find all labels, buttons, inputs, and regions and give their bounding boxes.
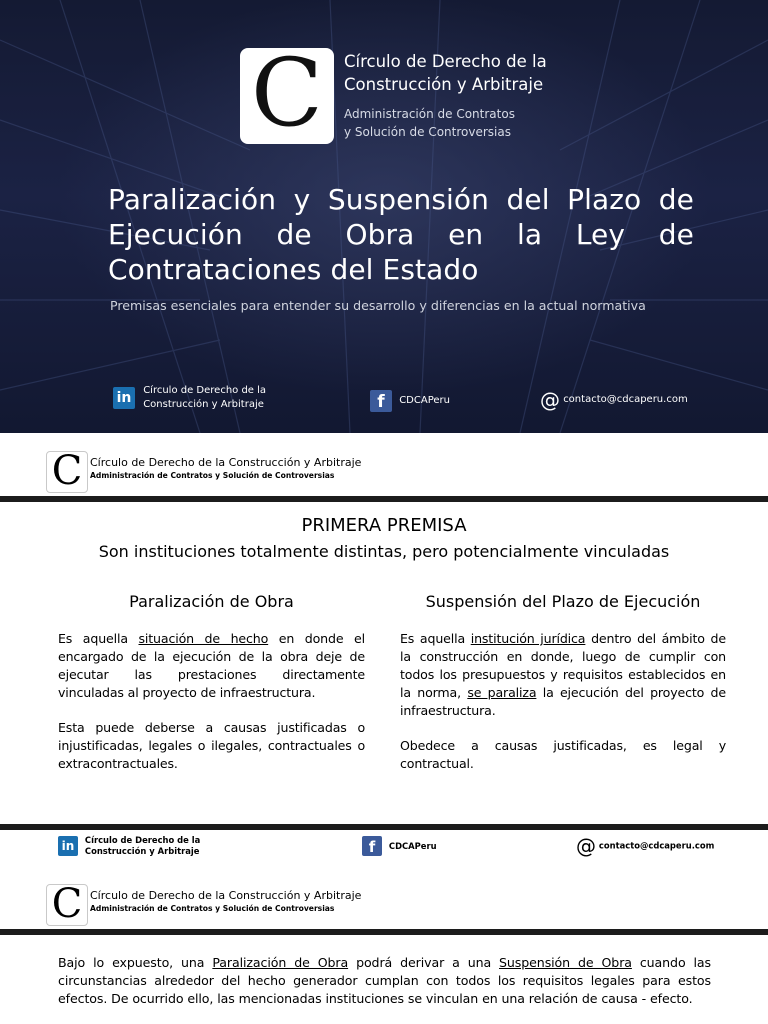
at-icon: @ <box>540 388 560 412</box>
organization-tagline: Administración de Contratos y Solución de Controversias <box>344 107 515 139</box>
footer-linkedin-link[interactable]: in Círculo de Derecho de la Construcción y Arbitraje <box>58 835 200 857</box>
right-paragraph-2: Obedece a causas justificadas, es legal y contractual. <box>400 738 726 771</box>
right-paragraph-1: Es aquella institución jurídica dentro del ámbito de la construcción en donde, luego de cumplir con todos los presupuestos y requisitos establecidos en la norma, se paraliza la ejecución del proyecto de infraestructura. <box>400 631 726 718</box>
footer-email-link[interactable]: @ contacto@cdcaperu.com <box>576 834 715 858</box>
closing-paragraph: Bajo lo expuesto, una Paralización de Obra podrá derivar a una Suspensión de Obra cuando las circunstancias alrededor del hecho generador cumplan con todos los requisitos legales para estos efectos. De ocurrido ello, las mencionadas instituciones se vinculan en una relación de causa - efecto. <box>58 955 711 1006</box>
divider-bar <box>0 824 768 830</box>
divider-bar <box>0 496 768 502</box>
facebook-link[interactable]: f CDCAPeru <box>370 390 450 412</box>
premise-subtitle: Son instituciones totalmente distintas, pero potencialmente vinculadas <box>98 542 670 561</box>
facebook-icon: f <box>362 836 382 856</box>
page-header <box>0 866 768 936</box>
logo-letter: C <box>251 39 323 148</box>
header-title: Círculo de Derecho de la Construcción y Arbitraje <box>90 456 362 469</box>
divider-bar <box>0 929 768 935</box>
cover-subtitle: Premisas esenciales para entender su desarrollo y diferencias en la actual normativa <box>110 298 646 313</box>
header-title: Círculo de Derecho de la Construcción y Arbitraje <box>90 889 362 902</box>
left-paragraph-2: Esta puede deberse a causas justificadas o injustificadas, legales o ilegales, contractuales o extracontractuales. <box>58 720 365 771</box>
premise-title: PRIMERA PREMISA <box>301 515 467 536</box>
left-column-text <box>58 630 365 790</box>
linkedin-icon: in <box>113 387 135 409</box>
linkedin-link[interactable]: in Círculo de Derecho de la Construcción y Arbitraje <box>113 384 266 412</box>
header-subtitle: Administración de Contratos y Solución de Controversias <box>90 904 335 913</box>
cover-logo <box>240 39 334 148</box>
footer-facebook-link[interactable]: f CDCAPeru <box>362 836 437 856</box>
right-column-heading: Suspensión del Plazo de Ejecución <box>425 592 701 611</box>
linkedin-icon: in <box>58 836 78 856</box>
at-icon: @ <box>576 834 596 858</box>
cover-title: Paralización y Suspensión del Plazo de Ejecución de Obra en la Ley de Contrataciones del Estado <box>108 183 694 286</box>
organization-name: Círculo de Derecho de la Construcción y Arbitraje <box>344 52 547 94</box>
header-subtitle: Administración de Contratos y Solución de Controversias <box>90 471 335 480</box>
right-column-text <box>400 630 726 790</box>
header-logo: C <box>46 451 88 493</box>
page-header <box>0 433 768 503</box>
header-logo: C <box>46 884 88 926</box>
left-column-heading: Paralización de Obra <box>129 592 294 611</box>
cover-slide <box>0 0 768 433</box>
left-paragraph-1: Es aquella situación de hecho en donde el encargado de la ejecución de la obra deje de ejecutar las prestaciones directamente vinculadas al proyecto de infraestructura. <box>58 631 365 700</box>
facebook-icon: f <box>370 390 392 412</box>
email-link[interactable]: @ contacto@cdcaperu.com <box>540 388 688 412</box>
